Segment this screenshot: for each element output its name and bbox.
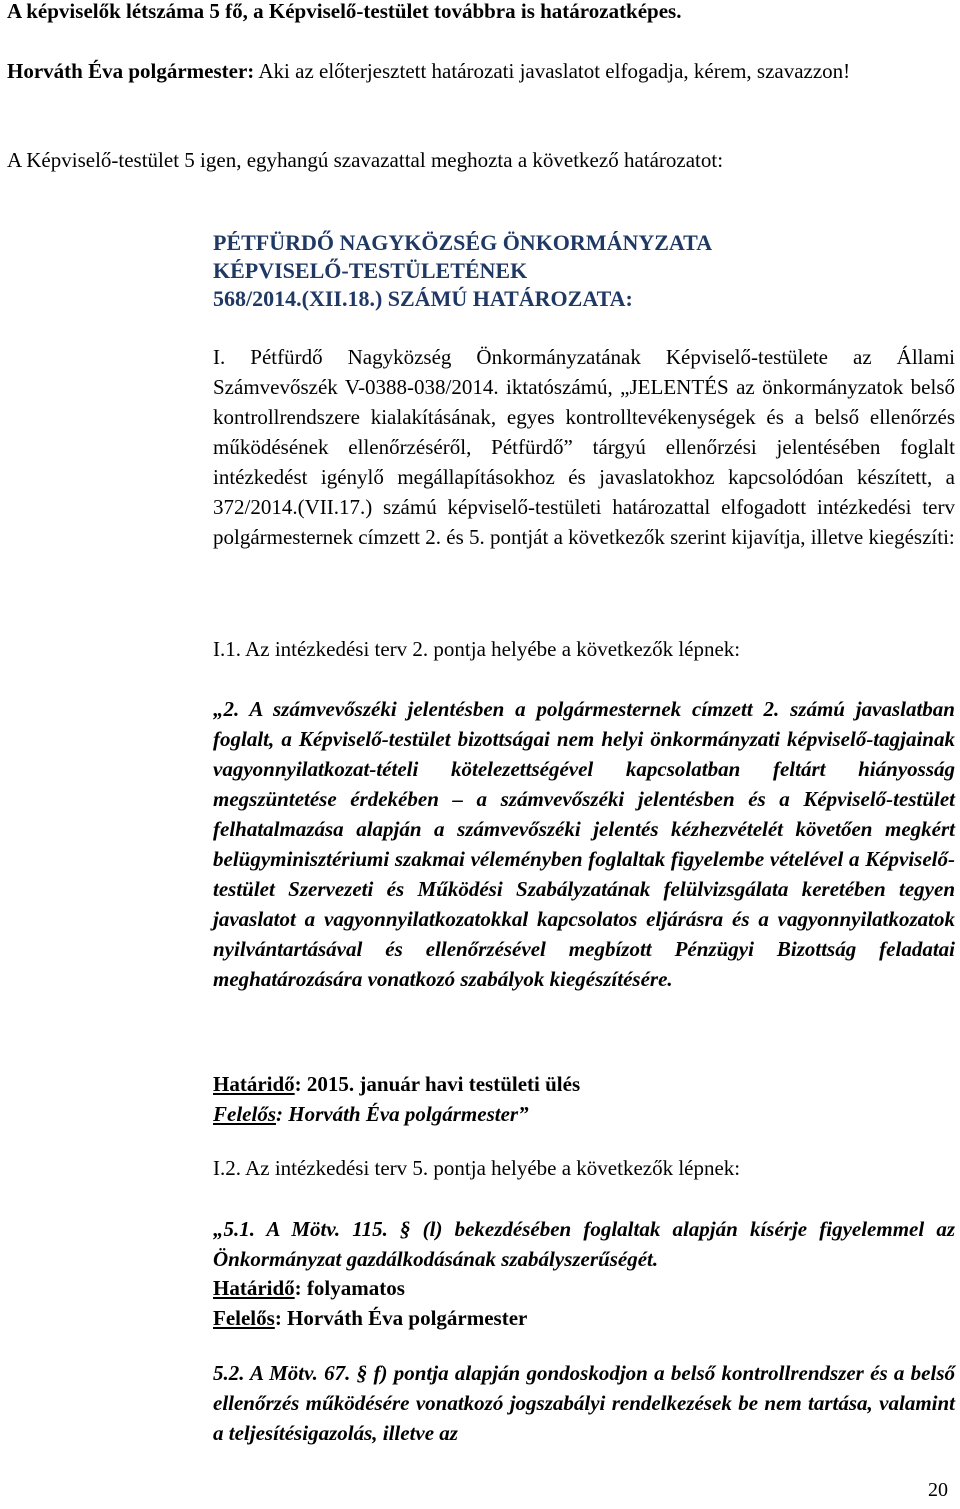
item-2-deadline: [213, 1273, 955, 1303]
item-1-responsible: [213, 1099, 955, 1129]
responsible-label: Felelős: [213, 1306, 275, 1330]
deadline-label: Határidő: [213, 1072, 295, 1096]
heading-line-3: 568/2014.(XII.18.) SZÁMÚ HATÁROZATA:: [213, 286, 633, 311]
responsible-value: : Horváth Éva polgármester: [274, 1306, 528, 1330]
deadline-label: Határidő: [213, 1276, 295, 1300]
page-number: 20: [928, 1479, 948, 1501]
resolution-heading: [213, 229, 913, 313]
vote-result: A Képviselő-testület 5 igen, egyhangú szavazattal meghozta a következő határozatot:: [7, 148, 724, 172]
mayor-statement: [7, 56, 951, 86]
item-1-deadline: [213, 1069, 955, 1099]
heading-line-2: KÉPVISELŐ-TESTÜLETÉNEK: [213, 258, 528, 283]
deadline-value: : folyamatos: [294, 1276, 405, 1300]
item-3-text: 5.2. A Mötv. 67. § f) pontja alapján gondoskodjon a belső kontrollrendszer és a belső ellenőrzés működésére vonatkozó jogszabályi rendelkezések be nem tartása, valamint a teljesítésigazolás, illetve az: [213, 1361, 955, 1445]
responsible-value: : Horváth Éva polgármester”: [276, 1102, 529, 1126]
item-2-responsible: [213, 1303, 955, 1333]
item-2-text: „5.1. A Mötv. 115. § (l) bekezdésében foglaltak alapján kísérje figyelemmel az Önkormányzat gazdálkodásának szabályszerűségét.: [213, 1217, 955, 1271]
item-2-intro: I.2. Az intézkedési terv 5. pontja helyébe a következők lépnek:: [213, 1156, 741, 1180]
item-1-intro: I.1. Az intézkedési terv 2. pontja helyébe a következők lépnek:: [213, 637, 741, 661]
responsible-label: Felelős: [213, 1102, 276, 1126]
mayor-speech: Aki az előterjesztett határozati javaslatot elfogadja, kérem, szavazzon!: [254, 59, 851, 83]
quorum-statement: A képviselők létszáma 5 fő, a Képviselő-testület továbbra is határozatképes.: [7, 0, 682, 23]
heading-line-1: PÉTFÜRDŐ NAGYKÖZSÉG ÖNKORMÁNYZATA: [213, 230, 713, 255]
deadline-value: : 2015. január havi testületi ülés: [294, 1072, 581, 1096]
mayor-name: Horváth Éva polgármester:: [7, 59, 255, 83]
section-1-text: I. Pétfürdő Nagyközség Önkormányzatának Képviselő-testülete az Állami Számvevőszék V-0388-038/2014. iktatószámú, „JELENTÉS az önkormányzatok belső kontrollrendszere kialakításának, egyes kontrolltevékenységek és a belső ellenőrzés működésének ellenőrzéséről, Pétfürdő” tárgyú ellenőrzési jelentésében foglalt intézkedést igénylő megállapításokhoz és javaslatokhoz kapcsolódóan készített, a 372/2014.(VII.17.) számú képviselő-testületi határozattal elfogadott intézkedési terv polgármesternek címzett 2. és 5. pontját a következők szerint kijavítja, illetve kiegészíti:: [213, 345, 955, 549]
item-1-text: „2. A számvevőszéki jelentésben a polgármesternek címzett 2. számú javaslatban foglalt, a Képviselő-testület bizottságai nem helyi önkormányzati képviselő-tagjainak vagyonnyilatkozat-tételi kötelezettségével kapcsolatban feltárt hiányosság megszüntetése érdekében – a számvevőszéki jelentésben és a Képviselő-testület felhatalmazása alapján a számvevőszéki jelentés kézhezvételét követően megkért belügyminisztériumi szakmai véleményben foglaltak figyelembe vételével a Képviselő-testület Szervezeti és Működési Szabályzatának felülvizsgálata keretében tegyen javaslatot a vagyonnyilatkozatokkal kapcsolatos eljárásra és a vagyonnyilatkozatok nyilvántartásával és ellenőrzésével megbízott Pénzügyi Bizottság feladatai meghatározására vonatkozó szabályok kiegészítésére.: [213, 697, 955, 991]
